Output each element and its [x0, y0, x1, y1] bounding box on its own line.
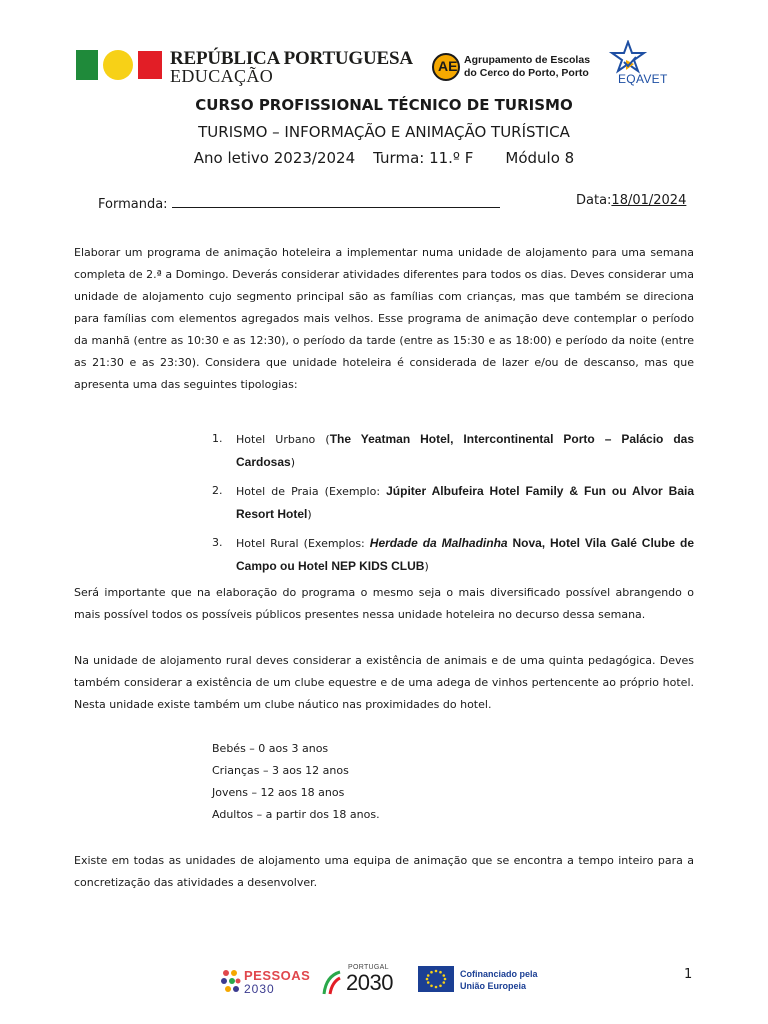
date-field	[576, 193, 686, 208]
portugal-flag-icon	[322, 970, 342, 996]
list-item	[212, 428, 694, 474]
green-rectangle	[76, 50, 98, 80]
age-group-item: Crianças – 3 aos 12 anos	[212, 764, 349, 777]
hotel-types-list	[212, 428, 694, 584]
year-class-module	[0, 149, 768, 167]
list-item-prefix: Hotel Rural (Exemplos:	[236, 537, 370, 550]
module-label: Módulo 8	[505, 149, 575, 167]
eqavet-star-icon	[604, 40, 700, 74]
portugal-small-label: PORTUGAL	[348, 964, 389, 971]
diversity-paragraph: Será importante que na elaboração do programa o mesmo seja o mais diversificado possível abrangendo o mais possível todos os possíveis públicos presentes nessa unidade hoteleira no decurso dessa semana.	[74, 586, 694, 621]
eu-line2: União Europeia	[460, 981, 527, 991]
agrupamento-mark-icon	[432, 53, 460, 81]
educacao-title: EDUCAÇÃO	[170, 66, 274, 86]
portugal-2030-label: 2030	[346, 970, 393, 995]
list-item-prefix: Hotel Urbano (	[236, 433, 330, 446]
date-value: 18/01/2024	[611, 193, 687, 208]
republica-title: REPÚBLICA PORTUGUESA	[170, 48, 413, 69]
list-item	[212, 480, 694, 526]
pessoas-label: PESSOAS	[244, 968, 311, 983]
formanda-label: Formanda:	[98, 197, 168, 212]
class-label: Turma: 11.º F	[373, 149, 474, 167]
list-item-italic-hotel: Herdade da Malhadinha	[369, 536, 508, 550]
agrupamento-line1: Agrupamento de Escolas	[464, 54, 591, 66]
formanda-field	[98, 193, 500, 212]
list-item-suffix: )	[424, 560, 429, 573]
pessoas-year: 2030	[244, 982, 275, 996]
list-item-suffix: )	[307, 508, 312, 521]
formanda-name-line[interactable]	[172, 193, 500, 208]
agrupamento-logo	[432, 52, 600, 84]
eqavet-logo	[604, 40, 700, 92]
eu-cofinancing-logo	[418, 966, 558, 996]
red-square	[138, 51, 162, 79]
eu-line1: Cofinanciado pela	[460, 969, 538, 979]
team-paragraph: Existe em todas as unidades de alojamento uma equipa de animação que se encontra a tempo inteiro para a concretização das atividades a desenvolver.	[74, 854, 694, 889]
age-group-item: Bebés – 0 aos 3 anos	[212, 742, 329, 755]
page-number: 1	[684, 967, 693, 982]
school-year: Ano letivo 2023/2024	[193, 149, 356, 167]
pessoas-2030-logo	[220, 966, 310, 996]
list-item-suffix: )	[290, 456, 295, 469]
list-item-hotels: The Yeatman Hotel, Intercontinental Porto – Palácio das Cardosas	[236, 432, 695, 469]
age-group-item: Adultos – a partir dos 18 anos.	[212, 808, 380, 821]
list-number: 3.	[212, 536, 223, 549]
republica-portuguesa-emblem	[76, 50, 162, 80]
eu-flag-icon	[418, 966, 454, 992]
footer-logos	[220, 962, 560, 1000]
list-item	[212, 532, 694, 578]
republica-portuguesa-logo	[76, 48, 413, 86]
pessoas-dots-icon	[220, 968, 242, 994]
list-item-hotels: Júpiter Albufeira Hotel Family & Fun ou Alvor Baia Resort Hotel	[236, 484, 695, 521]
age-groups	[212, 738, 380, 826]
list-item-prefix: Hotel de Praia (Exemplo:	[236, 485, 387, 498]
yellow-circle	[103, 50, 133, 80]
eqavet-label: EQAVET	[618, 72, 668, 86]
list-number: 2.	[212, 484, 223, 497]
course-title: CURSO PROFISSIONAL TÉCNICO DE TURISMO	[195, 96, 573, 114]
agrupamento-line2: do Cerco do Porto, Porto	[464, 67, 589, 79]
portugal-2030-logo	[322, 964, 402, 998]
intro-paragraph: Elaborar um programa de animação hoteleira a implementar numa unidade de alojamento para uma semana completa de 2.ª a Domingo. Deverás considerar atividades diferentes para todos os dias. Deves considerar uma unidade de alojamento cujo segmento principal são as famílias com crianças, mas que também se direciona para famílias com elementos agregados mais velhos. Esse programa de animação deve contemplar o período da manhã (entre as 10:30 e as 12:30), o período da tarde (entre as 15:30 e as 18:00) e período da noite (entre as 21:30 e as 23:30). Considera que unidade hoteleira é considerada de lazer e/ou de descanso, mas que apresenta uma das seguintes tipologias:	[74, 246, 694, 391]
date-label: Data:	[576, 193, 612, 208]
list-item-hotels: Nova, Hotel Vila Galé Clube de Campo ou Hotel NEP KIDS CLUB	[236, 536, 694, 573]
list-number: 1.	[212, 432, 223, 445]
age-group-item: Jovens – 12 aos 18 anos	[212, 786, 345, 799]
rural-paragraph: Na unidade de alojamento rural deves considerar a existência de animais e de uma quinta pedagógica. Deves também considerar a existência de um clube equestre e de uma adega de vinhos pertencente ao próprio hotel. Nesta unidade existe também um clube náutico nas proximidades do hotel.	[74, 654, 694, 711]
subject-title: TURISMO – INFORMAÇÃO E ANIMAÇÃO TURÍSTICA	[198, 123, 570, 141]
agrupamento-mark-text: AE	[438, 58, 458, 74]
